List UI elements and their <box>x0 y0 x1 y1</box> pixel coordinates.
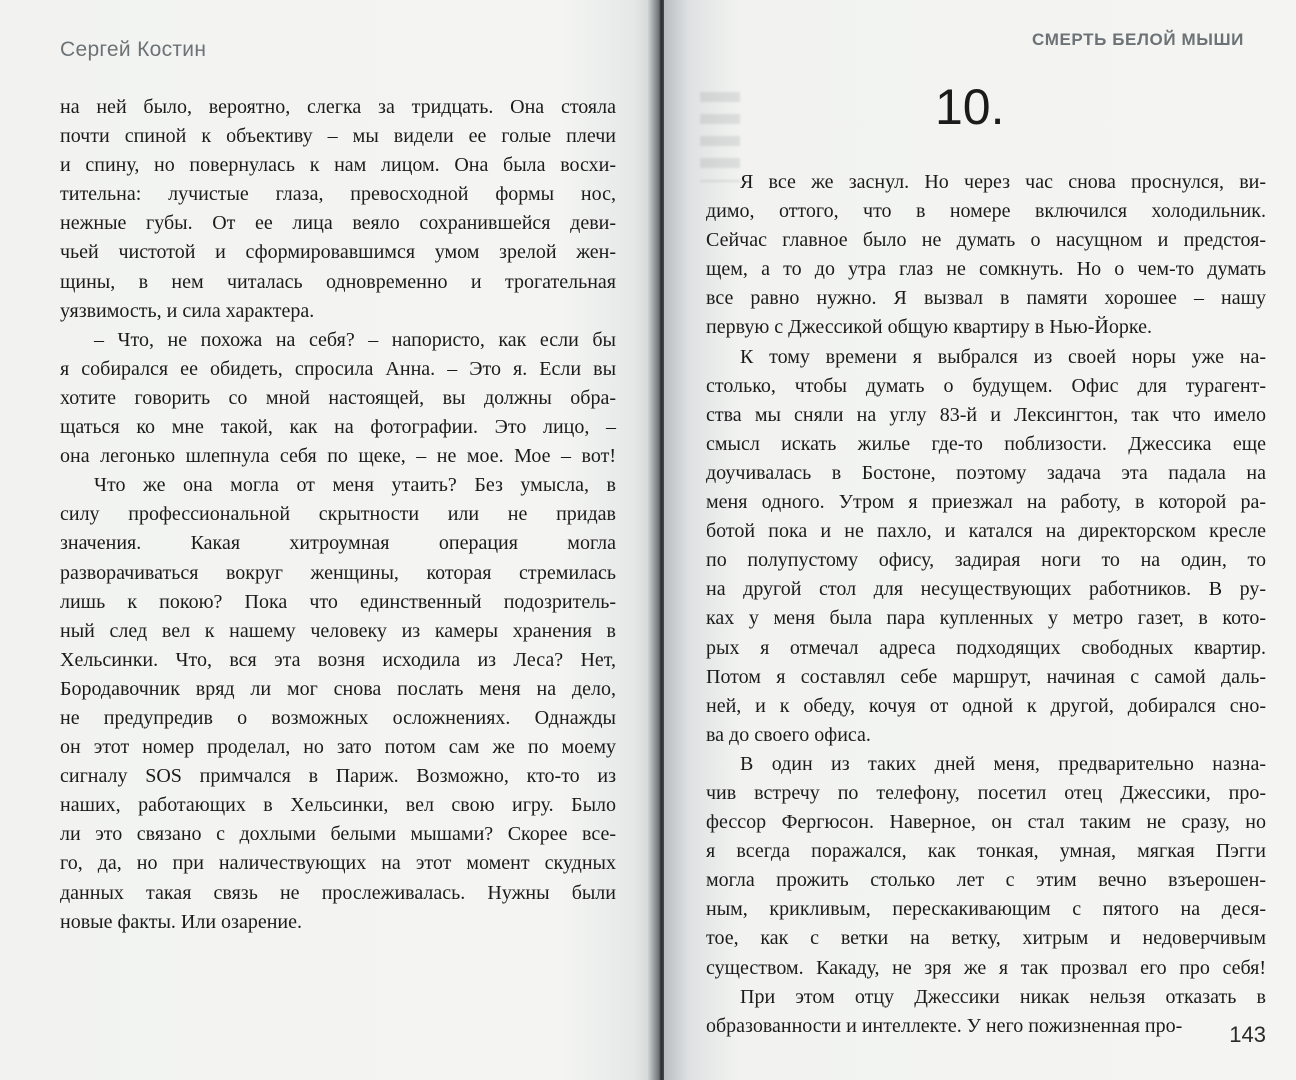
text-line: на другой стол для несуществующих работников. В ру- <box>706 578 1266 601</box>
text-line: Я все же заснул. Но через час снова проснулся, ви- <box>740 171 1266 193</box>
chapter-number: 10. <box>935 79 1005 135</box>
right-body-text <box>706 168 1266 1041</box>
text-line: я собирался ее обидеть, спросила Анна. – Это я. Если вы <box>60 357 616 380</box>
text-line: первую с Джессикой общую квартиру в Нью-Йорке. <box>706 316 1152 339</box>
text-line: чив встречу по телефону, посетил отец Джессики, про- <box>706 781 1266 804</box>
text-line: – Что, не похожа на себя? – напористо, как если бы <box>94 328 616 351</box>
text-line: ках у меня была пара купленных у метро газет, в кото- <box>706 607 1266 630</box>
text-line: чьей чистотой и сформировавшимся умом зрелой жен- <box>60 241 616 264</box>
text-line: ней, и к обеду, кочуя от одной к другой, добирался сно- <box>706 694 1266 717</box>
text-line: Сейчас главное было не думать о насущном и предстоя- <box>706 229 1266 252</box>
text-line: лишь к покою? Пока что единственный подозритель- <box>60 590 616 613</box>
page-number: 143 <box>1229 1022 1266 1047</box>
text-line: не предупредив о возможных осложнениях. Однажды <box>60 706 616 729</box>
text-line: хотите говорить со мной настоящей, вы должны обра- <box>60 386 616 409</box>
text-line: Хельсинки. Что, вся эта возня исходила из Леса? Нет, <box>60 648 616 671</box>
text-line: меня одного. Утром я приезжал на работу, в которой ра- <box>706 491 1266 514</box>
text-line: Что же она могла от меня утаить? Без умысла, в <box>94 474 616 497</box>
text-line: рых я отмечал адреса подходящих свободных квартир. <box>706 636 1266 659</box>
text-line: тое, как с ветки на ветку, хитрым и недоверчивым <box>706 927 1266 950</box>
text-line: При этом отцу Джессики никак нельзя отказать в <box>740 985 1266 1008</box>
text-line: тительна: лучистые глаза, превосходной формы нос, <box>60 183 616 206</box>
text-line: Бородавочник вряд ли мог снова послать меня на дело, <box>60 677 616 700</box>
text-line: смысл искать жилье где-то поблизости. Джессика еще <box>706 432 1266 455</box>
text-line: нежные губы. От ее лица веяло сохранившейся деви- <box>60 212 616 235</box>
text-line: ли это связано с дохлыми белыми мышами? Скорее все- <box>60 823 616 846</box>
text-line: доучивалась в Бостоне, поэтому задача эта падала на <box>706 461 1266 484</box>
text-line: димо, оттого, что в номере включился холодильник. <box>706 200 1266 223</box>
text-line: данных такая связь не прослеживалась. Нужны были <box>60 881 616 904</box>
text-line: сигналу SOS примчался в Париж. Возможно, кто-то из <box>60 765 616 788</box>
text-line: значения. Какая хитроумная операция могла <box>60 532 616 555</box>
text-line: силу профессиональной скрытности или не придав <box>60 503 616 526</box>
text-line: ный след вел к нашему человеку из камеры хранения в <box>60 619 616 642</box>
text-line: наших, работающих в Хельсинки, вел свою игру. Было <box>60 794 616 817</box>
text-line: уязвимость, и сила характера. <box>60 299 315 322</box>
text-line: щины, в нем читалась одновременно и трогательная <box>60 270 616 293</box>
text-line: почти спиной к объективу – мы видели ее голые плечи <box>60 125 616 148</box>
text-line: разворачиваться вокруг женщины, которая стремилась <box>60 561 616 584</box>
running-head-title: СМЕРТЬ БЕЛОЙ МЫШИ <box>1032 30 1244 49</box>
text-line: могла прожить столько лет с этим вечно взъерошен- <box>706 869 1266 892</box>
text-line: щаться ко мне такой, как на фотографии. Это лицо, – <box>60 416 616 439</box>
text-line: ботой пока и не пахло, и катался на директорском кресле <box>706 520 1266 543</box>
running-head-author: Сергей Костин <box>60 38 207 61</box>
text-line: новые факты. Или озарение. <box>60 910 302 933</box>
left-body-text <box>60 93 616 937</box>
text-line: на ней было, вероятно, слегка за тридцать. Она стояла <box>60 96 616 118</box>
text-line: образованности и интеллекте. У него пожизненная про- <box>706 1014 1183 1037</box>
text-line: он этот номер проделал, но зато потом сам же по моему <box>60 736 616 759</box>
text-line: столько, чтобы думать о будущем. Офис для турагент- <box>706 374 1266 397</box>
text-line: существом. Какаду, не зря же я так прозвал его про себя! <box>706 956 1266 979</box>
text-line: го, да, но при наличествующих на этот момент скудных <box>60 852 616 875</box>
text-line: я всегда поражался, как тонкая, умная, мягкая Пэгги <box>706 840 1266 863</box>
text-line: фессор Фергюсон. Наверное, он стал таким не сразу, но <box>706 811 1266 834</box>
text-line: В один из таких дней меня, предварительно назна- <box>740 752 1266 775</box>
text-line: Потом я составлял себе маршрут, начиная с самой даль- <box>706 665 1266 688</box>
text-line: К тому времени я выбрался из своей норы уже на- <box>740 345 1266 368</box>
text-line: щем, а то до утра глаз не сомкнуть. Но о чем-то думать <box>706 258 1266 281</box>
text-line: и спину, но повернулась к нам лицом. Она была восхи- <box>60 154 616 177</box>
text-line: ва до своего офиса. <box>706 723 871 746</box>
text-line: ства мы сняли на углу 83-й и Лексингтон, так что имело <box>706 403 1266 426</box>
text-line: все равно нужно. Я вызвал в памяти хорошее – нашу <box>706 287 1266 310</box>
text-line: она легонько шлепнула себя по щеке, – не мое. Мое – вот! <box>60 445 616 468</box>
text-line: ным, крикливым, перескакивающим с пятого на деся- <box>706 898 1266 921</box>
text-line: по полупустому офису, задирая ноги то на один, то <box>706 549 1266 572</box>
